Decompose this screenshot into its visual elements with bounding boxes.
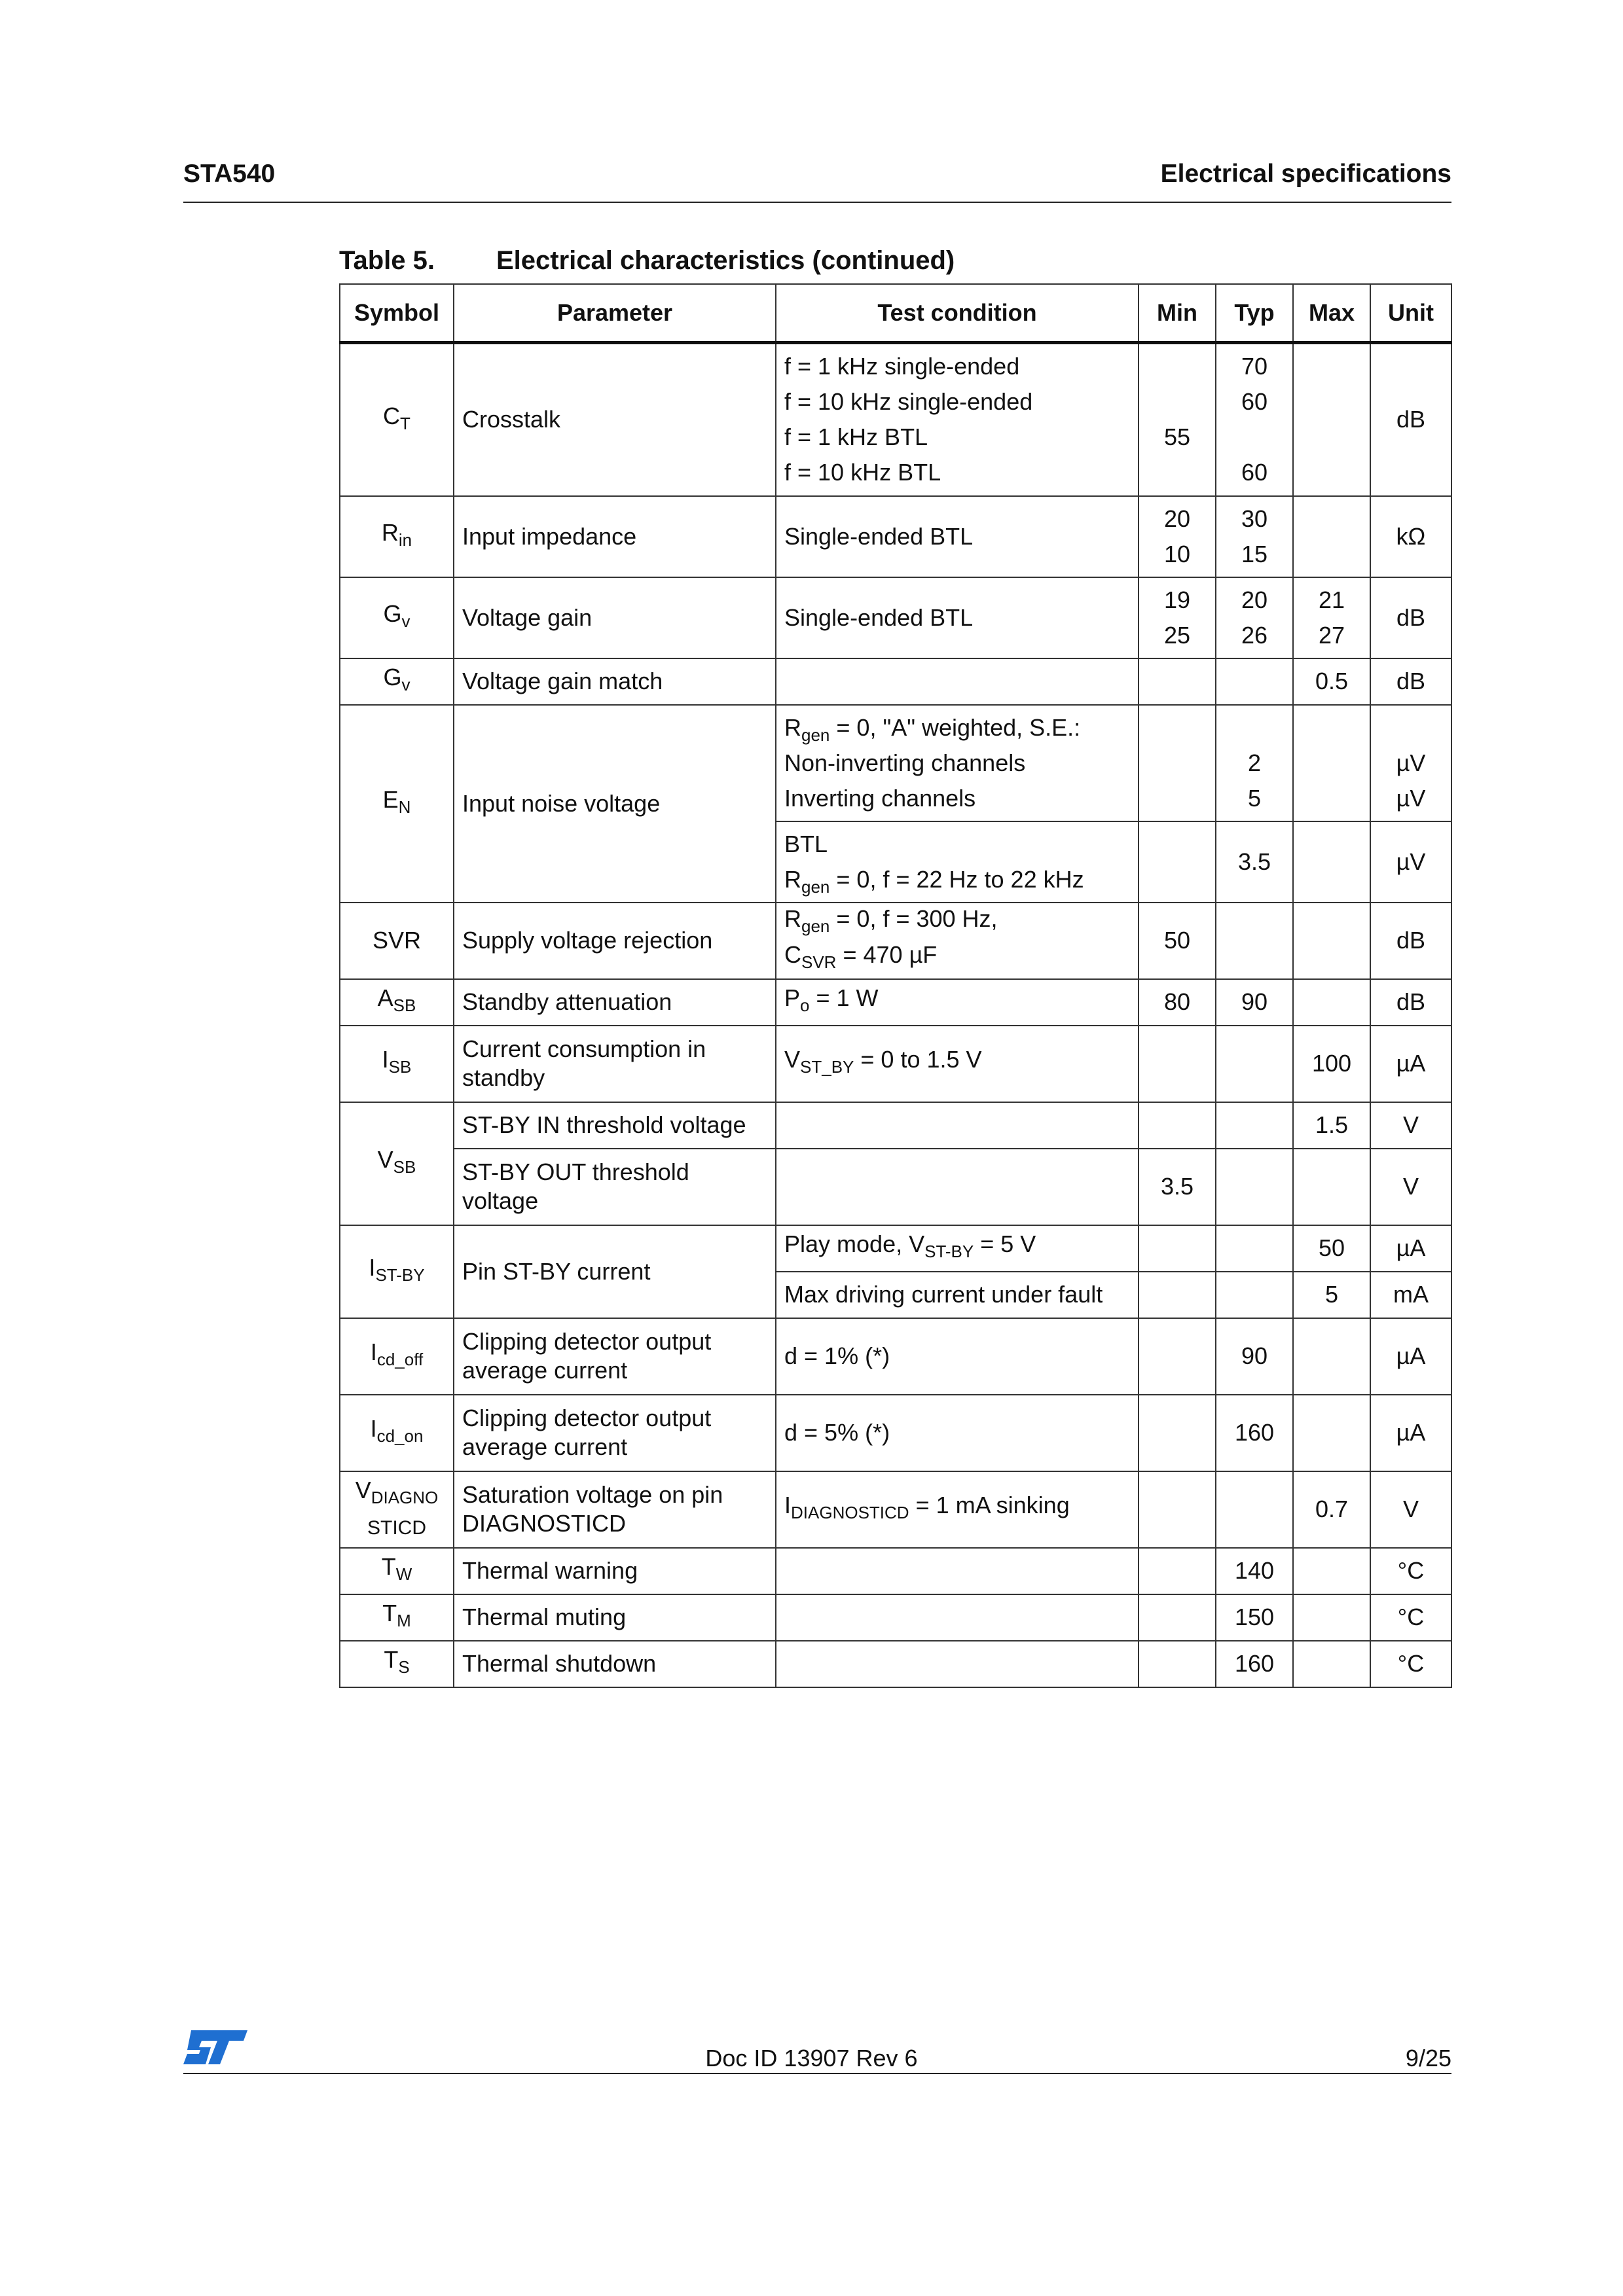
symbol-cell: $I_{ST-BY}$ — [340, 1225, 454, 1318]
condition-cell: $I_{DIAGNOSTICD} = 1$ mA sinking — [776, 1471, 1139, 1548]
unit-cell: µA — [1370, 1318, 1451, 1395]
max-cell — [1293, 496, 1370, 577]
min-cell — [1139, 1594, 1216, 1641]
unit-cell: °C — [1370, 1548, 1451, 1594]
table-row — [340, 1395, 1451, 1471]
col-header-unit: Unit — [1370, 284, 1451, 343]
footer-page-number: 9/25 — [1405, 2045, 1451, 2072]
max-cell — [1293, 903, 1370, 979]
col-header-parameter: Parameter — [454, 284, 776, 343]
table-row — [340, 1225, 1451, 1272]
table-row — [340, 1641, 1451, 1687]
unit-cell: °C — [1370, 1594, 1451, 1641]
condition-cell — [776, 1641, 1139, 1687]
min-cell — [1139, 1225, 1216, 1272]
max-cell — [1293, 979, 1370, 1026]
symbol-cell: $V_{DIAGNO}$ STICD — [340, 1471, 454, 1548]
parameter-cell: Saturation voltage on pin DIAGNOSTICD — [454, 1471, 776, 1548]
condition-cell: $R_{gen} = 0$, "A" weighted, S.E.: Non-inverting channels Inverting channels — [776, 705, 1139, 821]
typ-cell: 2 5 — [1216, 705, 1293, 821]
min-cell — [1139, 1272, 1216, 1318]
table-row — [340, 1149, 1451, 1225]
symbol-cell: $T_M$ — [340, 1594, 454, 1641]
max-cell: 1.5 — [1293, 1102, 1370, 1149]
parameter-cell: ST-BY IN threshold voltage — [454, 1102, 776, 1149]
min-cell — [1139, 1471, 1216, 1548]
condition-cell: d = 1% (*) — [776, 1318, 1139, 1395]
typ-cell — [1216, 1149, 1293, 1225]
condition-cell: $V_{ST\_BY} = 0$ to 1.5 V — [776, 1026, 1139, 1102]
min-cell — [1139, 1395, 1216, 1471]
condition-cell — [776, 1548, 1139, 1594]
parameter-cell: ST-BY OUT threshold voltage — [454, 1149, 776, 1225]
unit-cell: µA — [1370, 1395, 1451, 1471]
electrical-characteristics-table — [339, 283, 1452, 1688]
min-cell — [1139, 821, 1216, 903]
table-row — [340, 1318, 1451, 1395]
condition-cell: $R_{gen} = 0$, f = 300 Hz, $C_{SVR} = 470$ µF — [776, 903, 1139, 979]
typ-cell — [1216, 1225, 1293, 1272]
typ-cell — [1216, 1102, 1293, 1149]
unit-cell: µV — [1370, 821, 1451, 903]
max-cell — [1293, 1318, 1370, 1395]
max-cell — [1293, 1395, 1370, 1471]
symbol-cell: $G_v$ — [340, 577, 454, 658]
typ-cell: 140 — [1216, 1548, 1293, 1594]
condition-cell — [776, 1102, 1139, 1149]
typ-cell: 90 — [1216, 1318, 1293, 1395]
min-cell: 20 10 — [1139, 496, 1216, 577]
table-row — [340, 496, 1451, 577]
table-row — [340, 658, 1451, 705]
unit-cell: µA — [1370, 1225, 1451, 1272]
col-header-min: Min — [1139, 284, 1216, 343]
symbol-cell: $I_{cd\_off}$ — [340, 1318, 454, 1395]
parameter-cell: Clipping detector output average current — [454, 1395, 776, 1471]
parameter-cell: Voltage gain — [454, 577, 776, 658]
min-cell — [1139, 1641, 1216, 1687]
max-cell — [1293, 1548, 1370, 1594]
condition-cell — [776, 1149, 1139, 1225]
condition-cell — [776, 658, 1139, 705]
max-cell: 0.5 — [1293, 658, 1370, 705]
unit-cell: kΩ — [1370, 496, 1451, 577]
parameter-cell: Pin ST-BY current — [454, 1225, 776, 1318]
max-cell — [1293, 1594, 1370, 1641]
max-cell: 0.7 — [1293, 1471, 1370, 1548]
parameter-cell: Current consumption in standby — [454, 1026, 776, 1102]
table-number: Table 5. — [339, 246, 435, 275]
condition-cell: Play mode, $V_{ST-BY} = 5$ V — [776, 1225, 1139, 1272]
unit-cell: µA — [1370, 1026, 1451, 1102]
unit-cell: dB — [1370, 577, 1451, 658]
max-cell — [1293, 1149, 1370, 1225]
typ-cell — [1216, 1026, 1293, 1102]
max-cell: 100 — [1293, 1026, 1370, 1102]
min-cell — [1139, 658, 1216, 705]
symbol-cell: $I_{cd\_on}$ — [340, 1395, 454, 1471]
typ-cell: 30 15 — [1216, 496, 1293, 577]
parameter-cell: Standby attenuation — [454, 979, 776, 1026]
col-header-test-condition: Test condition — [776, 284, 1139, 343]
parameter-cell: Input impedance — [454, 496, 776, 577]
max-cell: 21 27 — [1293, 577, 1370, 658]
table-row — [340, 705, 1451, 821]
typ-cell — [1216, 903, 1293, 979]
table-caption — [339, 246, 955, 276]
symbol-cell: SVR — [340, 903, 454, 979]
symbol-cell: $G_v$ — [340, 658, 454, 705]
table-row — [340, 903, 1451, 979]
unit-cell: dB — [1370, 658, 1451, 705]
min-cell — [1139, 1318, 1216, 1395]
footer-doc-id: Doc ID 13907 Rev 6 — [705, 2045, 918, 2072]
table-row — [340, 979, 1451, 1026]
col-header-symbol: Symbol — [340, 284, 454, 343]
min-cell: 55 — [1139, 343, 1216, 496]
typ-cell: 3.5 — [1216, 821, 1293, 903]
condition-cell: f = 1 kHz single-ended f = 10 kHz single-ended f = 1 kHz BTL f = 10 kHz BTL — [776, 343, 1139, 496]
condition-cell: Single-ended BTL — [776, 577, 1139, 658]
max-cell — [1293, 705, 1370, 821]
typ-cell: 160 — [1216, 1641, 1293, 1687]
unit-cell: dB — [1370, 903, 1451, 979]
table-title: Electrical characteristics (continued) — [496, 246, 955, 275]
min-cell: 80 — [1139, 979, 1216, 1026]
min-cell: 3.5 — [1139, 1149, 1216, 1225]
condition-cell: Max driving current under fault — [776, 1272, 1139, 1318]
max-cell — [1293, 821, 1370, 903]
max-cell — [1293, 1641, 1370, 1687]
table-row — [340, 1102, 1451, 1149]
min-cell: 19 25 — [1139, 577, 1216, 658]
parameter-cell: Thermal warning — [454, 1548, 776, 1594]
table-header-row — [340, 284, 1451, 343]
min-cell — [1139, 1026, 1216, 1102]
header-product: STA540 — [183, 160, 276, 188]
symbol-cell: $E_N$ — [340, 705, 454, 903]
table-row — [340, 1594, 1451, 1641]
min-cell — [1139, 705, 1216, 821]
unit-cell: V — [1370, 1102, 1451, 1149]
typ-cell: 90 — [1216, 979, 1293, 1026]
symbol-cell: $A_{SB}$ — [340, 979, 454, 1026]
col-header-max: Max — [1293, 284, 1370, 343]
max-cell: 5 — [1293, 1272, 1370, 1318]
max-cell — [1293, 343, 1370, 496]
typ-cell — [1216, 1471, 1293, 1548]
symbol-cell: $T_W$ — [340, 1548, 454, 1594]
unit-cell: °C — [1370, 1641, 1451, 1687]
typ-cell — [1216, 658, 1293, 705]
condition-cell: d = 5% (*) — [776, 1395, 1139, 1471]
header-section: Electrical specifications — [1160, 160, 1451, 188]
unit-cell: dB — [1370, 979, 1451, 1026]
parameter-cell: Supply voltage rejection — [454, 903, 776, 979]
typ-cell — [1216, 1272, 1293, 1318]
symbol-cell: $T_S$ — [340, 1641, 454, 1687]
max-cell: 50 — [1293, 1225, 1370, 1272]
footer-rule — [183, 2073, 1451, 2074]
parameter-cell: Input noise voltage — [454, 705, 776, 903]
symbol-cell: $V_{SB}$ — [340, 1102, 454, 1225]
symbol-cell: $I_{SB}$ — [340, 1026, 454, 1102]
condition-cell: BTL $R_{gen} = 0$, f = 22 Hz to 22 kHz — [776, 821, 1139, 903]
condition-cell — [776, 1594, 1139, 1641]
table-row — [340, 577, 1451, 658]
condition-cell: Single-ended BTL — [776, 496, 1139, 577]
typ-cell: 20 26 — [1216, 577, 1293, 658]
unit-cell: V — [1370, 1149, 1451, 1225]
unit-cell: dB — [1370, 343, 1451, 496]
table-row — [340, 1548, 1451, 1594]
unit-cell: µV µV — [1370, 705, 1451, 821]
parameter-cell: Thermal muting — [454, 1594, 776, 1641]
min-cell — [1139, 1102, 1216, 1149]
table-row — [340, 343, 1451, 496]
parameter-cell: Voltage gain match — [454, 658, 776, 705]
parameter-cell: Clipping detector output average current — [454, 1318, 776, 1395]
typ-cell: 160 — [1216, 1395, 1293, 1471]
parameter-cell: Thermal shutdown — [454, 1641, 776, 1687]
table-row — [340, 1471, 1451, 1548]
parameter-cell: Crosstalk — [454, 343, 776, 496]
table-row — [340, 1026, 1451, 1102]
unit-cell: mA — [1370, 1272, 1451, 1318]
typ-cell: 70 60 60 — [1216, 343, 1293, 496]
min-cell: 50 — [1139, 903, 1216, 979]
symbol-cell: $C_T$ — [340, 343, 454, 496]
symbol-cell: $R_{in}$ — [340, 496, 454, 577]
col-header-typ: Typ — [1216, 284, 1293, 343]
header-rule — [183, 202, 1451, 203]
unit-cell: V — [1370, 1471, 1451, 1548]
min-cell — [1139, 1548, 1216, 1594]
condition-cell: $P_o = 1$ W — [776, 979, 1139, 1026]
typ-cell: 150 — [1216, 1594, 1293, 1641]
